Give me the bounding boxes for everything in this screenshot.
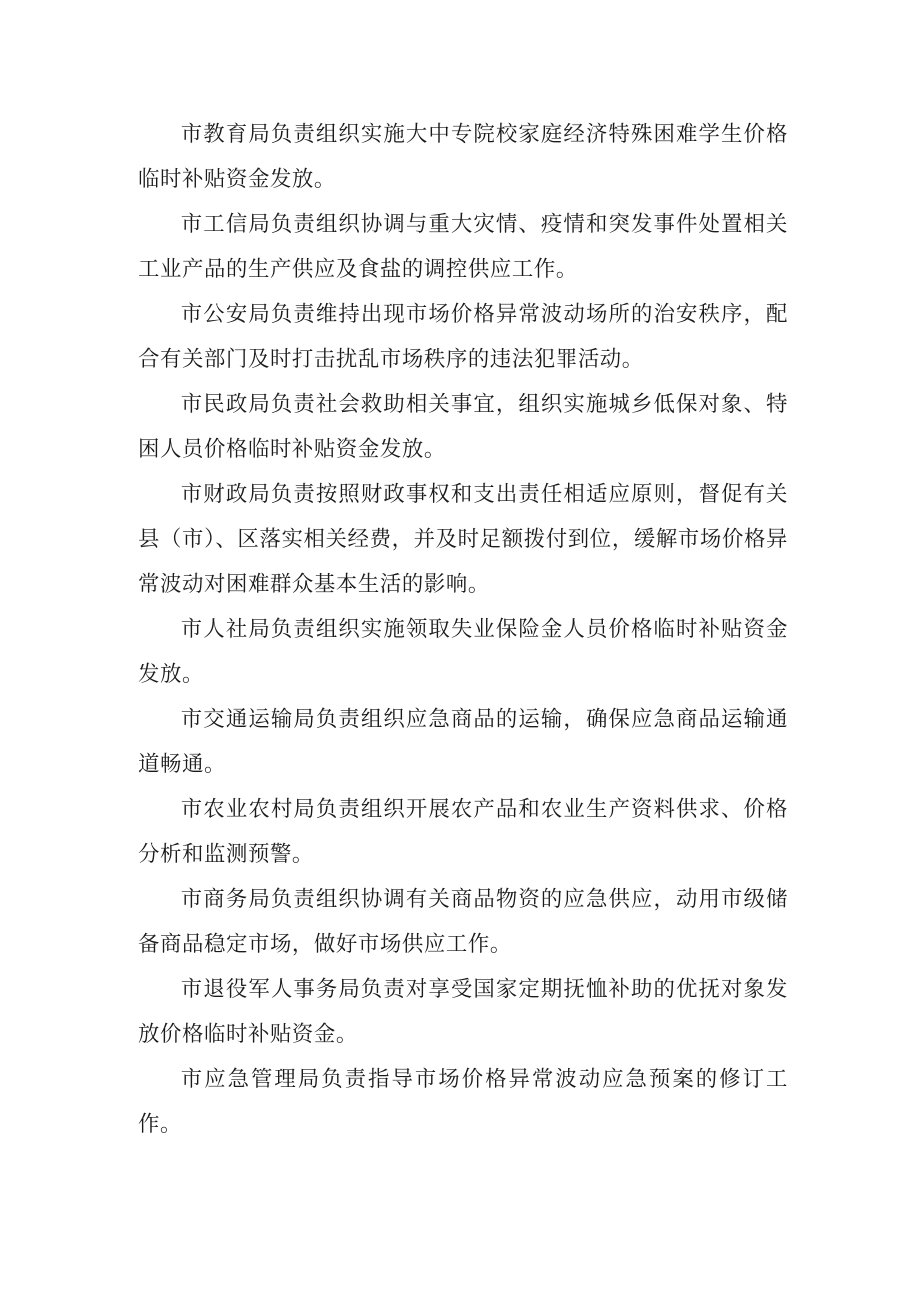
paragraph-transport-bureau: 市交通运输局负责组织应急商品的运输，确保应急商品运输通道畅通。 (138, 707, 788, 777)
paragraph-veterans-affairs-bureau: 市退役军人事务局负责对享受国家定期抚恤补助的优抚对象发放价格临时补贴资金。 (138, 977, 788, 1047)
paragraph-human-resources-bureau: 市人社局负责组织实施领取失业保险金人员价格临时补贴资金发放。 (138, 617, 788, 687)
paragraph-civil-affairs-bureau: 市民政局负责社会救助相关事宜，组织实施城乡低保对象、特困人员价格临时补贴资金发放。 (138, 392, 788, 462)
paragraph-commerce-bureau: 市商务局负责组织协调有关商品物资的应急供应，动用市级储备商品稳定市场，做好市场供应工作。 (138, 887, 788, 957)
paragraph-agriculture-bureau: 市农业农村局负责组织开展农产品和农业生产资料供求、价格分析和监测预警。 (138, 797, 788, 867)
paragraph-education-bureau: 市教育局负责组织实施大中专院校家庭经济特殊困难学生价格临时补贴资金发放。 (138, 122, 788, 192)
paragraph-finance-bureau: 市财政局负责按照财政事权和支出责任相适应原则，督促有关县（市）、区落实相关经费，并及时足额拨付到位，缓解市场价格异常波动对困难群众基本生活的影响。 (138, 482, 788, 597)
paragraph-industry-bureau: 市工信局负责组织协调与重大灾情、疫情和突发事件处置相关工业产品的生产供应及食盐的调控供应工作。 (138, 212, 788, 282)
paragraph-emergency-management-bureau: 市应急管理局负责指导市场价格异常波动应急预案的修订工作。 (138, 1067, 788, 1137)
document-body (138, 112, 788, 1147)
paragraph-public-security-bureau: 市公安局负责维持出现市场价格异常波动场所的治安秩序，配合有关部门及时打击扰乱市场秩序的违法犯罪活动。 (138, 302, 788, 372)
